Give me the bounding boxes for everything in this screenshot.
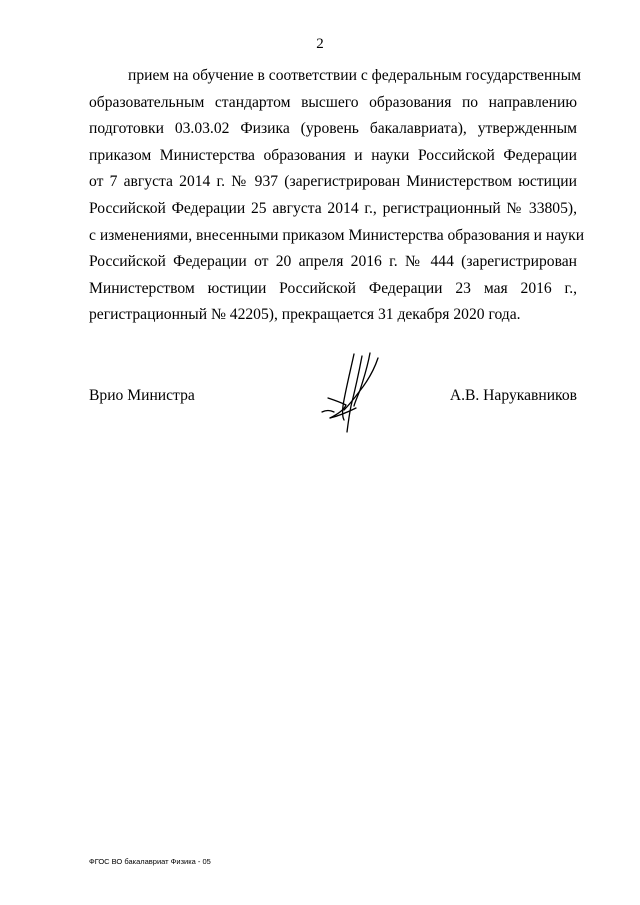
- body-line: приказом Министерства образования и науки Российской Федерации: [89, 146, 577, 164]
- body-line: образовательным стандартом высшего образования по направлению: [89, 93, 577, 111]
- body-line: с изменениями, внесенными приказом Министерства образования и науки: [89, 226, 585, 244]
- body-line: регистрационный № 42205), прекращается 31 декабря 2020 года.: [89, 306, 521, 324]
- body-line: подготовки 03.03.02 Физика (уровень бакалавриата), утвержденным: [89, 120, 577, 138]
- footer-note: ФГОС ВО бакалавриат Физика - 05: [89, 857, 211, 866]
- body-line: Министерством юстиции Российской Федерации 23 мая 2016 г.,: [89, 279, 577, 297]
- body-line: Российской Федерации 25 августа 2014 г., регистрационный № 33805),: [89, 199, 577, 217]
- signatory-name: А.В. Нарукавников: [449, 387, 577, 404]
- body-line: прием на обучение в соответствии с федеральным государственным: [128, 67, 581, 84]
- handwritten-signature: [318, 350, 382, 434]
- body-line: от 7 августа 2014 г. № 937 (зарегистрирован Министерством юстиции: [89, 173, 577, 191]
- body-line: Российской Федерации от 20 апреля 2016 г. № 444 (зарегистрирован: [89, 253, 577, 271]
- page-number: 2: [316, 36, 324, 52]
- signatory-title: Врио Министра: [89, 387, 195, 404]
- document-body: [89, 63, 585, 329]
